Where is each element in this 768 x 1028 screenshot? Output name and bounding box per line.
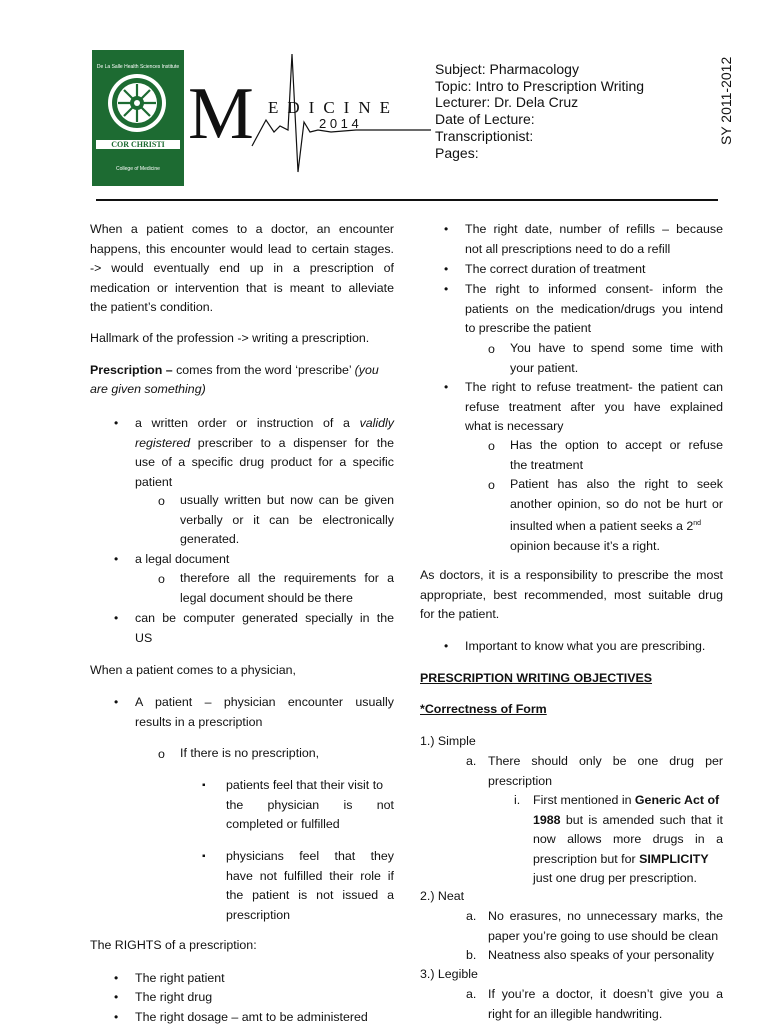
label-a: a. <box>466 987 477 1001</box>
rights-title: The RIGHTS of a prescription: <box>90 938 257 952</box>
seal-icon <box>106 72 168 134</box>
important-text: Important to know what you are prescribing. <box>465 639 706 653</box>
responsibility-paragraph: As doctors, it is a responsibility to prescribe the most appropriate, best recommended, most suitable drug for the patient. <box>420 568 723 621</box>
simple-a: There should only be one drug per prescription <box>488 754 723 788</box>
date-line: Date of Lecture: <box>435 111 535 128</box>
lecture-info <box>435 61 644 161</box>
bullet-icon: • <box>114 1010 119 1024</box>
logo-college: College of Medicine <box>116 166 160 172</box>
pages-line: Pages: <box>435 144 479 161</box>
label-a: a. <box>466 754 477 768</box>
bullet-computer-generated: can be computer generated specially in the US <box>135 611 394 645</box>
right-dosage: The right dosage – amt to be administered <box>135 1010 368 1024</box>
bullet-informed-consent: The right to informed consent- inform the patients on the medication/drugs you intend to prescribe the patient <box>465 282 723 335</box>
circle-bullet-icon: o <box>158 494 165 508</box>
banner-year: 2 0 1 4 <box>319 116 359 131</box>
bullet-encounter: A patient – physician encounter usually results in a prescription <box>135 695 394 729</box>
bullet-icon: • <box>444 282 449 296</box>
item-simple: 1.) Simple <box>420 734 476 748</box>
circle-bullet-icon: o <box>158 572 165 586</box>
college-logo <box>92 50 184 186</box>
bullet-icon: • <box>114 971 119 985</box>
bullet-icon: • <box>444 222 449 236</box>
bullet-icon: • <box>444 639 449 653</box>
bullet-written-order: a written order or instruction of a validly registered prescriber to a dispenser for the use of a specific drug product for a specific patient <box>135 416 394 489</box>
prescription-definition-cont: are given something) <box>90 382 206 396</box>
sub-bullet-option: Has the option to accept or refuse the treatment <box>510 438 723 472</box>
sub-bullet-requirements: therefore all the requirements for a legal document should be there <box>180 571 394 605</box>
bullet-icon: • <box>114 416 119 430</box>
sub-bullet-second-opinion: Patient has also the right to seek another opinion, so do not be hurt or insulted when a patient seeks a 2nd opinion because it’s a right. <box>510 477 723 553</box>
simple-a-i: First mentioned in Generic Act of 1988 but is amended such that it now allows more drugs in a prescription but for SIMPLICITY just one drug per prescription. <box>533 793 723 885</box>
label-b: b. <box>466 948 477 962</box>
banner-initial: M <box>188 73 254 155</box>
banner-word: EDICINE <box>268 98 399 117</box>
bullet-duration: The correct duration of treatment <box>465 262 646 276</box>
bullet-refuse-treatment: The right to refuse treatment- the patient can refuse treatment after you have explained what is necessary <box>465 380 723 433</box>
subject-line: Subject: Pharmacology <box>435 61 579 77</box>
neat-a: No erasures, no unnecessary marks, the paper you’re going to use should be clean <box>488 909 723 943</box>
item-legible: 3.) Legible <box>420 967 478 981</box>
transcriptionist-line: Transcriptionist: <box>435 127 534 144</box>
right-patient: The right patient <box>135 971 225 985</box>
legible-a: If you’re a doctor, it doesn’t give you a right for an illegible handwriting. <box>488 987 723 1021</box>
right-drug: The right drug <box>135 990 213 1004</box>
logo-motto: COR CHRISTI <box>96 140 180 149</box>
square-bullet-icon: ▪ <box>202 851 206 862</box>
square-bullet-physicians: physicians feel that they have not fulfilled their role if the patient is not issued a prescription <box>226 849 394 922</box>
circle-bullet-icon: o <box>488 342 495 356</box>
bullet-icon: • <box>444 262 449 276</box>
objectives-heading: PRESCRIPTION WRITING OBJECTIVES <box>420 671 653 685</box>
bullet-icon: • <box>114 552 119 566</box>
circle-bullet-icon: o <box>158 747 165 761</box>
label-a: a. <box>466 909 477 923</box>
hallmark-text: Hallmark of the profession -> writing a prescription. <box>90 331 370 345</box>
lecturer-line: Lecturer: Dr. Dela Cruz <box>435 94 579 111</box>
bullet-icon: • <box>444 380 449 394</box>
school-year: SY 2011-2012 <box>718 56 734 145</box>
topic-line: Topic: Intro to Prescription Writing <box>435 77 645 94</box>
logo-institution: De La Salle Health Sciences Institute <box>96 64 180 70</box>
circle-bullet-icon: o <box>488 439 495 453</box>
sub-bullet-verbal: usually written but now can be given verbally or it can be electronically generated. <box>180 493 394 546</box>
bullet-legal-document: a legal document <box>135 552 230 566</box>
header-divider <box>96 199 718 201</box>
bullet-right-date: The right date, number of refills – because not all prescriptions need to do a refill <box>465 222 723 256</box>
physician-intro: When a patient comes to a physician, <box>90 663 296 677</box>
bullet-icon: • <box>114 695 119 709</box>
neat-b: Neatness also speaks of your personality <box>488 948 714 962</box>
square-bullet-patients: patients feel that their visit to the physician is not completed or fulfilled <box>226 778 394 831</box>
circle-bullet-icon: o <box>488 478 495 492</box>
medicine-banner <box>186 50 431 186</box>
item-neat: 2.) Neat <box>420 889 465 903</box>
bullet-icon: • <box>114 611 119 625</box>
square-bullet-icon: ▪ <box>202 780 206 791</box>
no-prescription-text: If there is no prescription, <box>180 746 320 760</box>
label-i: i. <box>514 793 521 807</box>
bullet-icon: • <box>114 990 119 1004</box>
correctness-heading: *Correctness of Form <box>420 702 547 716</box>
sub-bullet-spend-time: You have to spend some time with your patient. <box>510 341 723 375</box>
prescription-definition: Prescription – comes from the word ‘prescribe’ (you <box>90 363 379 377</box>
intro-paragraph: When a patient comes to a doctor, an encounter happens, this encounter would lead to certain stages. -> would eventually end up in a prescription of medication or intervention that is meant to alleviate the patient’s condition. <box>90 222 394 314</box>
